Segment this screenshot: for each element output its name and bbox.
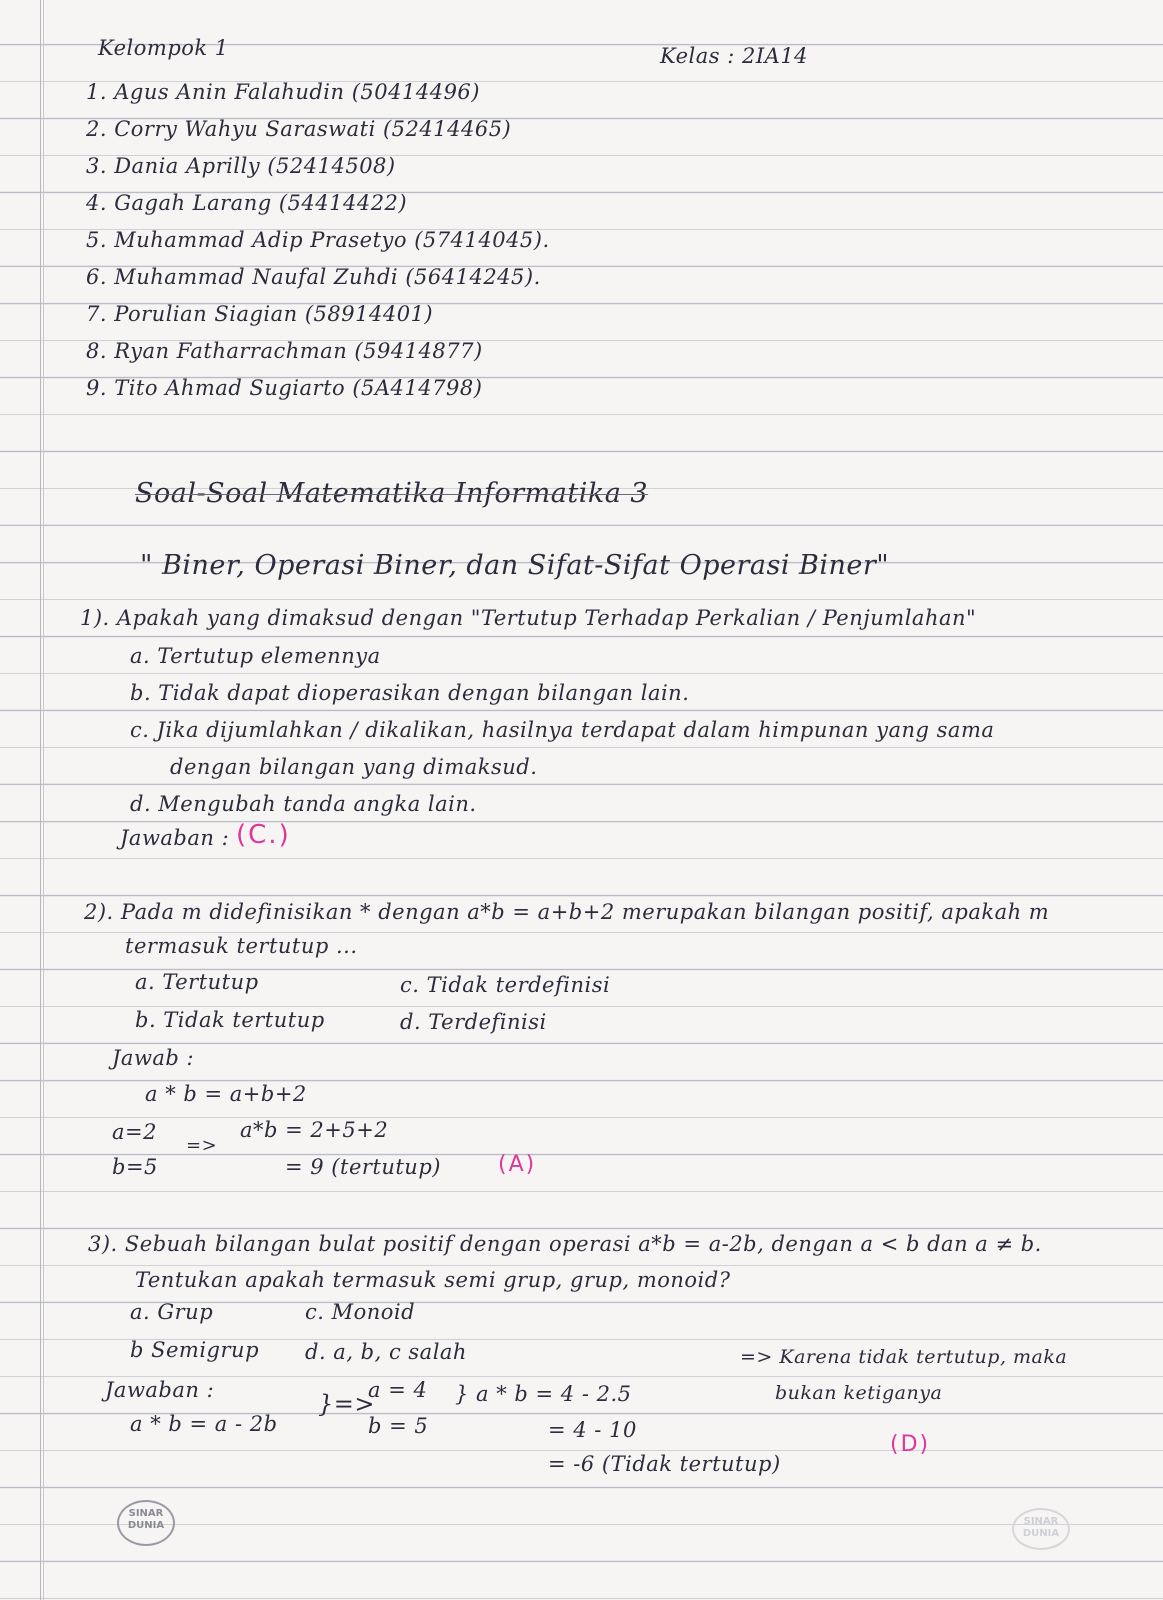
member-item: 2. Corry Wahyu Saraswati (52414465) (86, 117, 512, 141)
note-line: => Karena tidak tertutup, maka (740, 1346, 1068, 1368)
note-line: bukan ketiganya (775, 1382, 943, 1404)
implies-arrow: => (186, 1135, 218, 1156)
member-item: 9. Tito Ahmad Sugiarto (5A414798) (86, 376, 483, 400)
member-item: 7. Porulian Siagian (58914401) (86, 302, 434, 326)
work-line: a * b = a - 2b (130, 1412, 278, 1436)
work-line: = 9 (tertutup) (285, 1155, 441, 1179)
option-c-continued: dengan bilangan yang dimaksud. (170, 755, 538, 779)
question-text-continued: termasuk tertutup ... (125, 934, 358, 958)
option-c: c. Tidak terdefinisi (400, 973, 611, 997)
option-d: d. Mengubah tanda angka lain. (130, 792, 477, 816)
question-text: 3). Sebuah bilangan bulat positif dengan operasi a*b = a-2b, dengan a < b dan a ≠ b. (88, 1232, 1042, 1256)
margin-line (40, 0, 41, 1600)
answer-value: (D) (890, 1432, 931, 1457)
option-a: a. Tertutup (135, 970, 259, 994)
option-d: d. a, b, c salah (305, 1340, 467, 1364)
brand-logo-faint: SINAR DUNIA (1012, 1508, 1070, 1550)
answer-label: Jawaban : (105, 1378, 215, 1402)
option-b: b Semigrup (130, 1338, 260, 1362)
member-item: 5. Muhammad Adip Prasetyo (57414045). (86, 228, 550, 252)
work-line: } a * b = 4 - 2.5 (455, 1382, 632, 1406)
answer-value: (C.) (236, 820, 291, 850)
option-c: c. Monoid (305, 1300, 416, 1324)
work-line: = 4 - 10 (548, 1418, 637, 1442)
page-subtitle: " Biner, Operasi Biner, dan Sifat-Sifat Operasi Biner" (140, 550, 890, 581)
option-b: b. Tidak tertutup (135, 1008, 325, 1032)
member-item: 4. Gagah Larang (54414422) (86, 191, 408, 215)
work-a: a=2 (112, 1120, 157, 1144)
question-text: 1). Apakah yang dimaksud dengan "Tertutup Terhadap Perkalian / Penjumlahan" (80, 606, 977, 630)
option-a: a. Tertutup elemennya (130, 644, 381, 668)
group-label: Kelompok 1 (98, 36, 229, 60)
member-item: 8. Ryan Fatharrachman (59414877) (86, 339, 483, 363)
implies-arrow: }=> (318, 1390, 375, 1418)
member-item: 3. Dania Aprilly (52414508) (86, 154, 396, 178)
answer-label: Jawaban : (120, 826, 230, 850)
question-text-continued: Tentukan apakah termasuk semi grup, grup, monoid? (135, 1268, 731, 1292)
work-line: = -6 (Tidak tertutup) (548, 1452, 781, 1476)
member-item: 1. Agus Anin Falahudin (50414496) (86, 80, 480, 104)
class-label: Kelas : 2IA14 (660, 44, 809, 68)
work-b: b=5 (112, 1155, 158, 1179)
answer-value: (A) (498, 1152, 537, 1177)
option-d: d. Terdefinisi (400, 1010, 547, 1034)
page-title: Soal-Soal Matematika Informatika 3 (135, 478, 649, 509)
work-line: a*b = 2+5+2 (240, 1118, 389, 1142)
brand-logo: SINAR DUNIA (117, 1500, 175, 1546)
work-line: a * b = a+b+2 (145, 1082, 307, 1106)
work-a: a = 4 (368, 1378, 428, 1402)
question-text: 2). Pada m didefinisikan * dengan a*b = a+b+2 merupakan bilangan positif, apakah m (84, 900, 1050, 924)
member-item: 6. Muhammad Naufal Zuhdi (56414245). (86, 265, 541, 289)
option-a: a. Grup (130, 1300, 214, 1324)
margin-line-inner (43, 0, 44, 1600)
work-b: b = 5 (368, 1414, 429, 1438)
answer-label: Jawab : (112, 1046, 195, 1070)
option-c: c. Jika dijumlahkan / dikalikan, hasilnya terdapat dalam himpunan yang sama (130, 718, 995, 742)
option-b: b. Tidak dapat dioperasikan dengan bilangan lain. (130, 681, 690, 705)
